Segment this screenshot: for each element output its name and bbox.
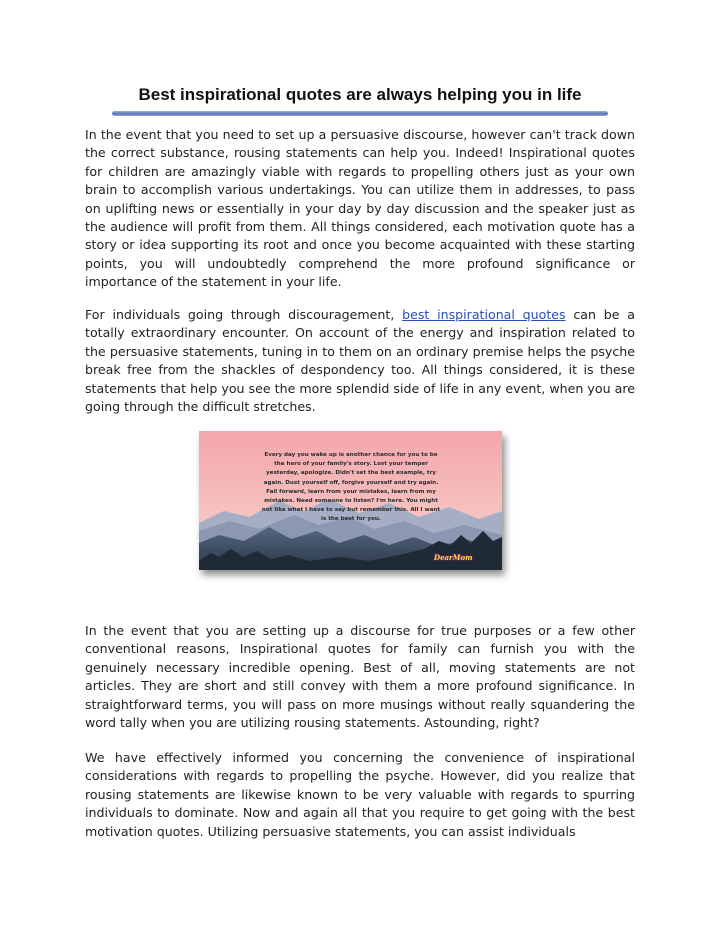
title-underline — [112, 111, 608, 116]
paragraph-1: In the event that you need to set up a persuasive discourse, however can't track down the correct substance, rousing statements can help you. Indeed! Inspirational quotes for children are amazingly viable with regards to propelling others just as your own brain to accomplish various undertakings. You can utilize them in addresses, to pass on uplifting news or essentially in your day by day discussion and the speaker just as the audience will profit from them. All things considered, each motivation quote has a story or idea supporting its root and once you become acquainted with these starting points, you will undoubtedly comprehend the more profound significance or importance of the statement in your life. — [85, 127, 635, 290]
page-title: Best inspirational quotes are always helping you in life — [138, 85, 582, 104]
quote-image — [199, 431, 502, 570]
paragraph-3: In the event that you are setting up a discourse for true purposes or a few other conventional reasons, Inspirational quotes for family can furnish you with the genuinely necessary incredible opening. Best of all, moving statements are not articles. They are short and still convey with them a more profound significance. In straightforward terms, you will pass on more musings without really squandering the word tally when you are utilizing rousing statements. Astounding, right? — [85, 623, 635, 731]
paragraph-2-text-after: can be a totally extraordinary encounter. On account of the energy and inspiration related to the persuasive statements, tuning in to them on an ordinary premise helps the psyche break free from the shackles of despondency too. All things considered, it is these statements that help you see the more splendid side of life in any event, when you are going through the difficult stretches. — [85, 307, 635, 415]
dearmom-logo: DearMom — [434, 553, 473, 562]
paragraph-2-text-before: For individuals going through discouragement, — [85, 307, 403, 322]
quote-text: Every day you wake up is another chance for you to be the hero of your family's story. Lost your temper yesterday, apologize. Didn't set the best example, try again. Dust yourself off, forgive yourself and try again. Fail forward, learn from your mistakes, learn from my mistakes. Need someone to listen? I'm here. You might not like what I have to say but remember this. All I want is the best for you. — [261, 452, 441, 523]
paragraph-4: We have effectively informed you concerning the convenience of inspirational considerations with regards to propelling the psyche. However, did you realize that rousing statements are likewise known to be very valuable with regards to spurring individuals to dominate. Now and again all that you require to get going with the best motivation quotes. Utilizing persuasive statements, you can assist individuals — [85, 750, 635, 839]
best-inspirational-quotes-link[interactable]: best inspirational quotes — [402, 307, 566, 322]
paragraph-2 — [85, 306, 635, 416]
